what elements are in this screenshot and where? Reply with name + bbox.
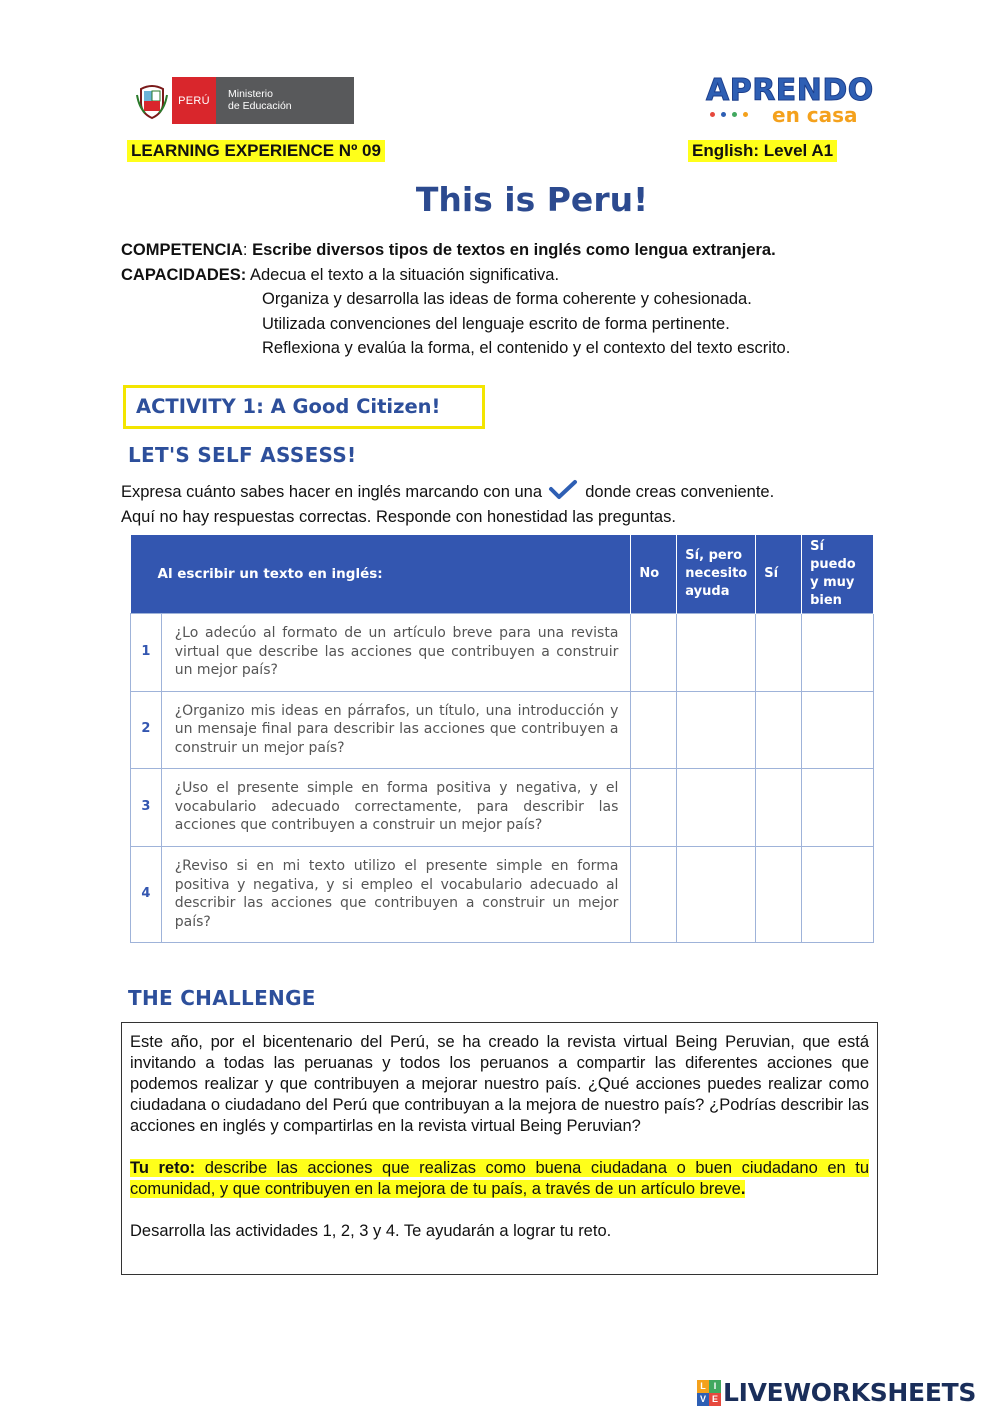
answer-cell-no[interactable]	[631, 768, 677, 846]
answer-cell-yes[interactable]	[756, 613, 802, 691]
capacidades-row	[121, 263, 881, 288]
liveworksheets-brand	[697, 1378, 976, 1407]
ministry-country: PERÚ	[172, 77, 216, 124]
coat-of-arms-icon	[132, 77, 172, 124]
reto-label: Tu reto:	[130, 1159, 196, 1177]
answer-cell-well[interactable]	[802, 613, 874, 691]
competencia-label: COMPETENCIA	[121, 241, 243, 259]
capacidad-item: Reflexiona y evalúa la forma, el contenido y el contexto del texto escrito.	[262, 339, 791, 357]
header-help: Sí, pero necesito ayuda	[677, 535, 756, 613]
ministry-name	[216, 77, 354, 124]
header-main: Al escribir un texto en inglés:	[131, 535, 631, 613]
capacidad-item: Adecua el texto a la situación significativa.	[249, 265, 560, 284]
liveworksheets-logo-icon: L I V E	[697, 1380, 721, 1406]
challenge-closing: Desarrolla las actividades 1, 2, 3 y 4. Te ayudarán a lograr tu reto.	[130, 1222, 612, 1240]
activity-title: ACTIVITY 1: A Good Citizen!	[136, 395, 441, 418]
row-number: 3	[131, 768, 162, 846]
answer-cell-no[interactable]	[631, 613, 677, 691]
page-title: This is Peru!	[415, 180, 649, 219]
ministry-logo	[132, 77, 354, 124]
level-label: English: Level A1	[688, 140, 837, 162]
liveworksheets-wordmark: LIVEWORKSHEETS	[723, 1378, 977, 1407]
self-assess-instructions	[121, 479, 774, 529]
capacidad-item: Organiza y desarrolla las ideas de forma coherente y cohesionada.	[262, 290, 752, 308]
header-no: No	[631, 535, 677, 613]
row-number: 2	[131, 691, 162, 768]
answer-cell-yes[interactable]	[756, 846, 802, 942]
self-assessment-table	[130, 535, 874, 943]
answer-cell-help[interactable]	[677, 691, 756, 768]
row-number: 4	[131, 846, 162, 942]
row-question: ¿Lo adecúo al formato de un artículo breve para una revista virtual que describe las acciones que contribuyen a construir un mejor país?	[161, 613, 631, 691]
checkmark-icon	[547, 479, 581, 501]
challenge-reto	[130, 1158, 869, 1200]
self-assess-heading: LET'S SELF ASSESS!	[128, 443, 357, 467]
table-row	[131, 768, 874, 846]
competencia-text: Escribe diversos tipos de textos en inglés como lengua extranjera.	[252, 241, 776, 259]
table-row	[131, 613, 874, 691]
challenge-heading: THE CHALLENGE	[128, 986, 316, 1010]
row-question: ¿Reviso si en mi texto utilizo el presente simple en forma positiva y negativa, y si empleo el vocabulario adecuado al describir las acciones que contribuyen a construir un mejor país?	[161, 846, 631, 942]
instructions-line2: Aquí no hay respuestas correctas. Responde con honestidad las preguntas.	[121, 507, 676, 526]
answer-cell-no[interactable]	[631, 691, 677, 768]
reto-end: .	[740, 1180, 746, 1198]
capacidades-label: CAPACIDADES:	[121, 265, 247, 284]
activity-title-box	[123, 385, 485, 429]
capacidad-item: Utilizada convenciones del lenguaje escrito de forma pertinente.	[262, 314, 730, 333]
answer-cell-help[interactable]	[677, 768, 756, 846]
answer-cell-help[interactable]	[677, 846, 756, 942]
experience-label: LEARNING EXPERIENCE Nº 09	[127, 140, 385, 162]
row-number: 1	[131, 613, 162, 691]
logo-dots-icon	[710, 112, 748, 117]
intro-before: Expresa cuánto sabes hacer en inglés marcando con una	[121, 483, 543, 501]
row-question: ¿Organizo mis ideas en párrafos, un título, una introducción y un mensaje final para describir las acciones que contribuyen a construir un mejor país?	[161, 691, 631, 768]
table-row	[131, 691, 874, 768]
answer-cell-well[interactable]	[802, 846, 874, 942]
answer-cell-yes[interactable]	[756, 768, 802, 846]
aprendo-en-casa-logo	[706, 73, 874, 127]
answer-cell-yes[interactable]	[756, 691, 802, 768]
answer-cell-well[interactable]	[802, 691, 874, 768]
aprendo-word: APRENDO	[706, 73, 874, 108]
table-header-row	[131, 535, 874, 613]
challenge-box	[121, 1022, 878, 1275]
answer-cell-well[interactable]	[802, 768, 874, 846]
intro-after: donde creas conveniente.	[585, 483, 775, 501]
ministry-name-line1: Ministerio	[228, 88, 273, 100]
challenge-paragraph: Este año, por el bicentenario del Perú, se ha creado la revista virtual Being Peruvian, que está invitando a todas las peruanas y todos los peruanos a compartir las diferentes acciones que podemos realizar y que contribuyen a mejorar nuestro país. ¿Qué acciones puedes realizar como ciudadana o ciudadano del Perú que contribuyan a la mejora de nuestro país? ¿Podrías describir las acciones en inglés y compartirlas en la revista virtual Being Peruvian?	[130, 1033, 869, 1135]
competencia-row: COMPETENCIA: Escribe diversos tipos de textos en inglés como lengua extranjera.	[121, 241, 776, 259]
competencia-section	[121, 238, 881, 361]
table-row	[131, 846, 874, 942]
instructions-line1	[121, 479, 774, 505]
aprendo-sub: en casa	[772, 103, 858, 127]
row-question: ¿Uso el presente simple en forma positiva y negativa, y el vocabulario adecuado correctamente, para describir las acciones que contribuyen a construir un mejor país?	[161, 768, 631, 846]
reto-text: describe las acciones que realizas como buena ciudadana o buen ciudadano en tu comunidad, y que contribuyen en la mejora de tu país, a través de un artículo breve	[130, 1159, 870, 1198]
header-well: Sí puedo y muy bien	[802, 535, 874, 613]
answer-cell-help[interactable]	[677, 613, 756, 691]
answer-cell-no[interactable]	[631, 846, 677, 942]
header-yes: Sí	[756, 535, 802, 613]
ministry-name-line2: de Educación	[228, 100, 292, 112]
